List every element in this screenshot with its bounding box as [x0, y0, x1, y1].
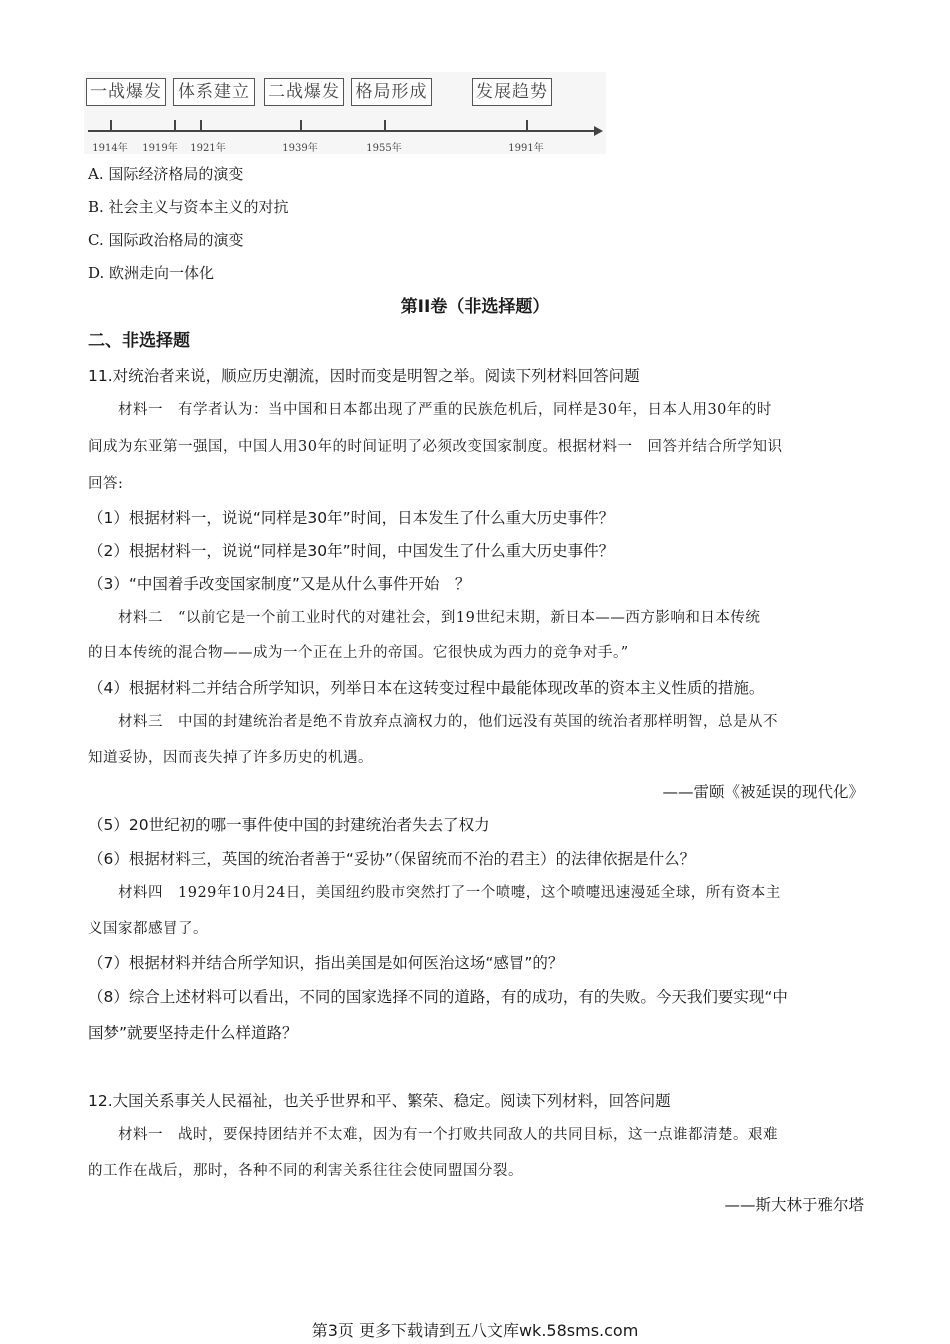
material-line: 义国家都感冒了。: [88, 921, 208, 937]
material-line: 材料一 战时，要保持团结并不太难，因为有一个打败共同敌人的共同目标，这一点谁都清楚。艰难: [118, 1127, 778, 1143]
section-title: 第II卷（非选择题）: [400, 297, 550, 317]
timeline-year: 1919年: [142, 143, 178, 154]
timeline-year: 1955年: [366, 143, 402, 154]
timeline-figure: [84, 72, 606, 154]
sub-question: （6）根据材料三，英国的统治者善于“妥协”（保留统而不治的君主）的法律依据是什么？: [88, 850, 696, 868]
option-d: D. 欧洲走向一体化: [88, 264, 215, 282]
option-a: A. 国际经济格局的演变: [88, 165, 244, 183]
material-line: 间成为东亚第一强国，中国人用30年的时间证明了必须改变国家制度。根据材料一 回答并结合所学知识: [88, 439, 783, 455]
timeline-tick: [300, 120, 302, 131]
timeline-tick: [110, 120, 112, 131]
timeline-event: 二战爆发: [264, 78, 344, 106]
sub-question: 国梦”就要坚持走什么样道路？: [88, 1024, 298, 1042]
question-12-stem: 12.大国关系事关人民福祉，也关乎世界和平、繁荣、稳定。阅读下列材料，回答问题: [88, 1092, 671, 1110]
sub-question: （1）根据材料一，说说“同样是30年”时间，日本发生了什么重大历史事件？: [88, 509, 615, 527]
sub-question: （8）综合上述材料可以看出，不同的国家选择不同的道路，有的成功，有的失败。今天我们要实现“中: [88, 988, 788, 1006]
material-line: 的工作在战后，那时，各种不同的利害关系往往会使同盟国分裂。: [88, 1163, 523, 1179]
citation: ——斯大林于雅尔塔: [724, 1196, 864, 1214]
material-line: 的日本传统的混合物——成为一个正在上升的帝国。它很快成为西力的竞争对手。”: [88, 645, 629, 661]
question-11-stem: 11.对统治者来说，顺应历史潮流，因时而变是明智之举。阅读下列材料回答问题: [88, 367, 640, 385]
timeline-event: 格局形成: [351, 78, 432, 106]
option-b: B. 社会主义与资本主义的对抗: [88, 198, 289, 216]
timeline-event: 发展趋势: [472, 78, 552, 106]
section-heading: 二、非选择题: [88, 331, 190, 351]
material-line: 材料四 1929年10月24日，美国纽约股市突然打了一个喷嚏，这个喷嚏迅速漫延全球，所有资本主: [118, 885, 781, 901]
material-line: 知道妥协，因而丧失掉了许多历史的机遇。: [88, 750, 373, 766]
timeline-year: 1921年: [190, 143, 226, 154]
timeline-year: 1914年: [92, 143, 128, 154]
timeline-tick: [384, 120, 386, 131]
sub-question: （7）根据材料并结合所学知识，指出美国是如何医治这场“感冒”的？: [88, 954, 564, 972]
sub-question: （2）根据材料一，说说“同样是30年”时间，中国发生了什么重大历史事件？: [88, 542, 615, 560]
timeline-event: 一战爆发: [86, 78, 166, 106]
timeline-event: 体系建立: [173, 78, 255, 106]
citation: ——雷颐《被延误的现代化》: [662, 783, 864, 801]
option-c: C. 国际政治格局的演变: [88, 231, 244, 249]
material-line: 回答:: [88, 476, 124, 492]
material-line: 材料三 中国的封建统治者是绝不肯放弃点滴权力的，他们远没有英国的统治者那样明智，总是从不: [118, 714, 778, 730]
timeline-tick: [174, 120, 176, 131]
timeline-arrow: [594, 126, 603, 136]
timeline-axis: [88, 130, 596, 132]
sub-question: （5）20世纪初的哪一事件使中国的封建统治者失去了权力: [88, 816, 490, 834]
material-line: 材料一 有学者认为：当中国和日本都出现了严重的民族危机后，同样是30年，日本人用30年的时: [118, 402, 772, 418]
timeline-year: 1991年: [508, 143, 544, 154]
material-line: 材料二 “以前它是一个前工业时代的对建社会，到19世纪末期，新日本——西方影响和日本传统: [118, 610, 761, 626]
sub-question: （3）“中国着手改变国家制度”又是从什么事件开始 ？: [88, 575, 471, 593]
timeline-tick: [200, 120, 202, 131]
timeline-tick: [526, 120, 528, 131]
page-footer: 第3页 更多下载请到五八文库wk.58sms.com: [311, 1321, 639, 1340]
timeline-year: 1939年: [282, 143, 318, 154]
sub-question: （4）根据材料二并结合所学知识，列举日本在这转变过程中最能体现改革的资本主义性质的措施。: [88, 679, 765, 697]
